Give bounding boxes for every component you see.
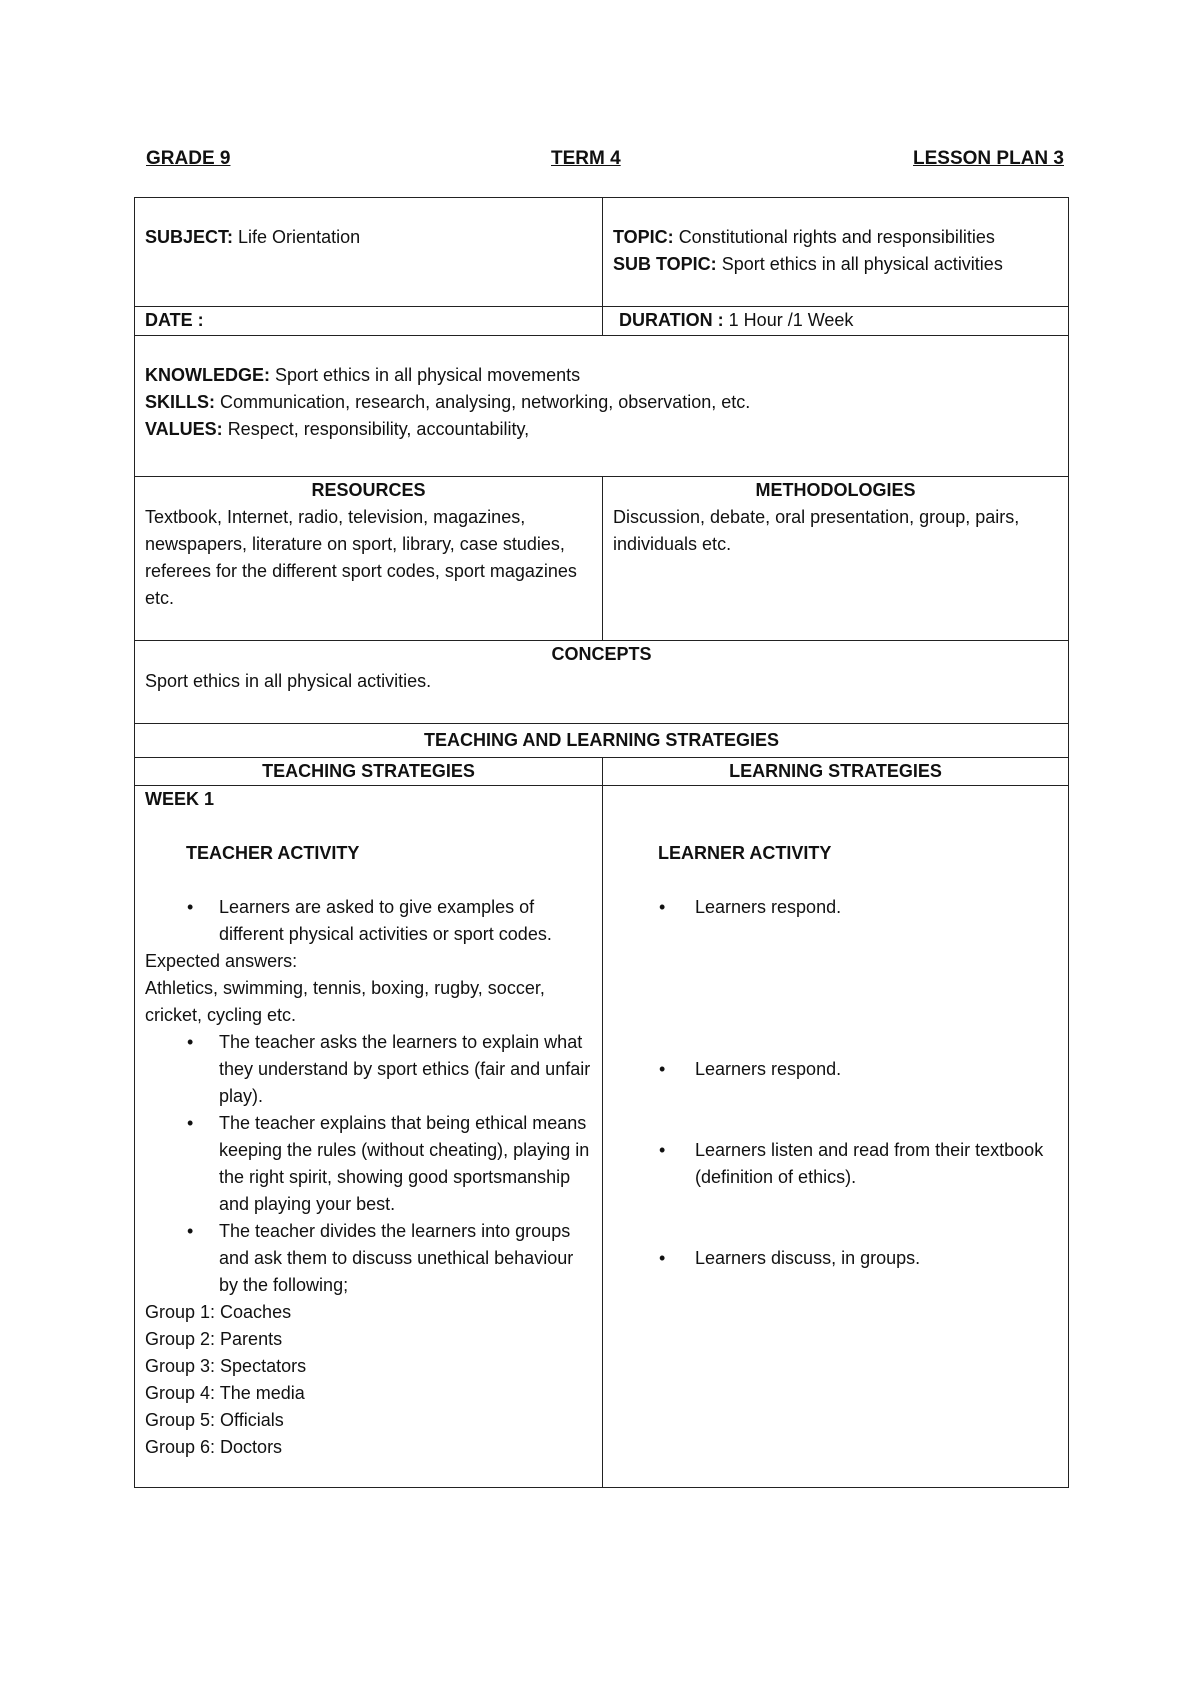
- strategy-columns-row: [135, 758, 1069, 786]
- teaching-strategies-heading: TEACHING STRATEGIES: [135, 758, 603, 786]
- group-3: Group 3: Spectators: [145, 1356, 307, 1376]
- group-1: Group 1: Coaches: [145, 1302, 292, 1322]
- teacher-bullets-a: [145, 894, 592, 948]
- learning-strategies-heading: LEARNING STRATEGIES: [603, 758, 1069, 786]
- teacher-activity-heading: TEACHER ACTIVITY: [186, 843, 360, 863]
- skills-value: Communication, research, analysing, networking, observation, etc.: [220, 392, 751, 412]
- concepts-row: [135, 641, 1069, 724]
- concepts-heading: CONCEPTS: [551, 644, 652, 664]
- resources-row: [135, 477, 1069, 641]
- duration-cell: [603, 307, 1069, 336]
- concepts-text: Sport ethics in all physical activities.: [145, 671, 432, 691]
- grade-heading: GRADE 9: [146, 148, 231, 169]
- topic-cell: [603, 198, 1069, 307]
- knowledge-row: [135, 336, 1069, 477]
- teacher-bullet-3: • The teacher explains that being ethical means keeping the rules (without cheating), playing in the right spirit, showing good sportsmanship and playing your best.: [219, 1110, 592, 1218]
- subject-value: Life Orientation: [238, 227, 361, 247]
- lesson-plan-table: [134, 197, 1069, 1488]
- strategies-heading: TEACHING AND LEARNING STRATEGIES: [135, 724, 1069, 758]
- week-activities-row: [135, 786, 1069, 1488]
- knowledge-skills-values-cell: [135, 336, 1069, 477]
- values-label: VALUES:: [145, 419, 223, 439]
- teacher-bullet-4: • The teacher divides the learners into groups and ask them to discuss unethical behaviour by the following;: [219, 1218, 592, 1299]
- group-5: Group 5: Officials: [145, 1410, 284, 1430]
- teacher-activity-cell: [135, 786, 603, 1488]
- subject-cell: [135, 198, 603, 307]
- subject-label: SUBJECT:: [145, 227, 234, 247]
- learner-bullets: [613, 894, 1058, 1272]
- values-value: Respect, responsibility, accountability,: [227, 419, 530, 439]
- teacher-bullet-2: • The teacher asks the learners to explain what they understand by sport ethics (fair and unfair play).: [219, 1029, 592, 1110]
- date-cell: [135, 307, 603, 336]
- sub-topic-value: Sport ethics in all physical activities: [721, 254, 1003, 274]
- learner-activity-heading: LEARNER ACTIVITY: [658, 843, 832, 863]
- topic-label: TOPIC:: [613, 227, 674, 247]
- strategies-heading-row: [135, 724, 1069, 758]
- learner-response-2: • Learners respond.: [695, 1056, 1058, 1083]
- learner-response-4: • Learners discuss, in groups.: [695, 1245, 1058, 1272]
- group-2: Group 2: Parents: [145, 1329, 283, 1349]
- term-heading: TERM 4: [551, 148, 621, 169]
- duration-value: 1 Hour /1 Week: [728, 310, 854, 330]
- concepts-cell: [135, 641, 1069, 724]
- subject-topic-row: [135, 198, 1069, 307]
- learner-response-3: • Learners listen and read from their textbook (definition of ethics).: [695, 1137, 1058, 1191]
- teacher-bullet-1: • Learners are asked to give examples of different physical activities or sport codes.: [219, 894, 592, 948]
- teacher-bullets-b: [145, 1029, 592, 1299]
- group-4: Group 4: The media: [145, 1383, 305, 1403]
- resources-heading: RESOURCES: [311, 480, 426, 500]
- resources-cell: [135, 477, 603, 641]
- methodologies-cell: [603, 477, 1069, 641]
- date-label: DATE :: [145, 310, 204, 330]
- skills-label: SKILLS:: [145, 392, 215, 412]
- week-label: WEEK 1: [145, 789, 215, 809]
- duration-label: DURATION :: [619, 310, 724, 330]
- knowledge-label: KNOWLEDGE:: [145, 365, 270, 385]
- knowledge-value: Sport ethics in all physical movements: [275, 365, 581, 385]
- group-6: Group 6: Doctors: [145, 1437, 283, 1457]
- resources-text: Textbook, Internet, radio, television, magazines, newspapers, literature on sport, library, case studies, referees for the different sport codes, sport magazines etc.: [145, 507, 577, 608]
- expected-answers-label: Expected answers:: [145, 951, 298, 971]
- expected-answers: Athletics, swimming, tennis, boxing, rugby, soccer, cricket, cycling etc.: [145, 978, 545, 1025]
- methodologies-heading: METHODOLOGIES: [755, 480, 916, 500]
- learner-response-1: • Learners respond.: [695, 894, 1058, 921]
- sub-topic-label: SUB TOPIC:: [613, 254, 717, 274]
- lesson-plan-heading: LESSON PLAN 3: [913, 148, 1064, 169]
- topic-value: Constitutional rights and responsibilities: [678, 227, 995, 247]
- learner-activity-cell: [603, 786, 1069, 1488]
- date-duration-row: [135, 307, 1069, 336]
- methodologies-text: Discussion, debate, oral presentation, group, pairs, individuals etc.: [613, 507, 1020, 554]
